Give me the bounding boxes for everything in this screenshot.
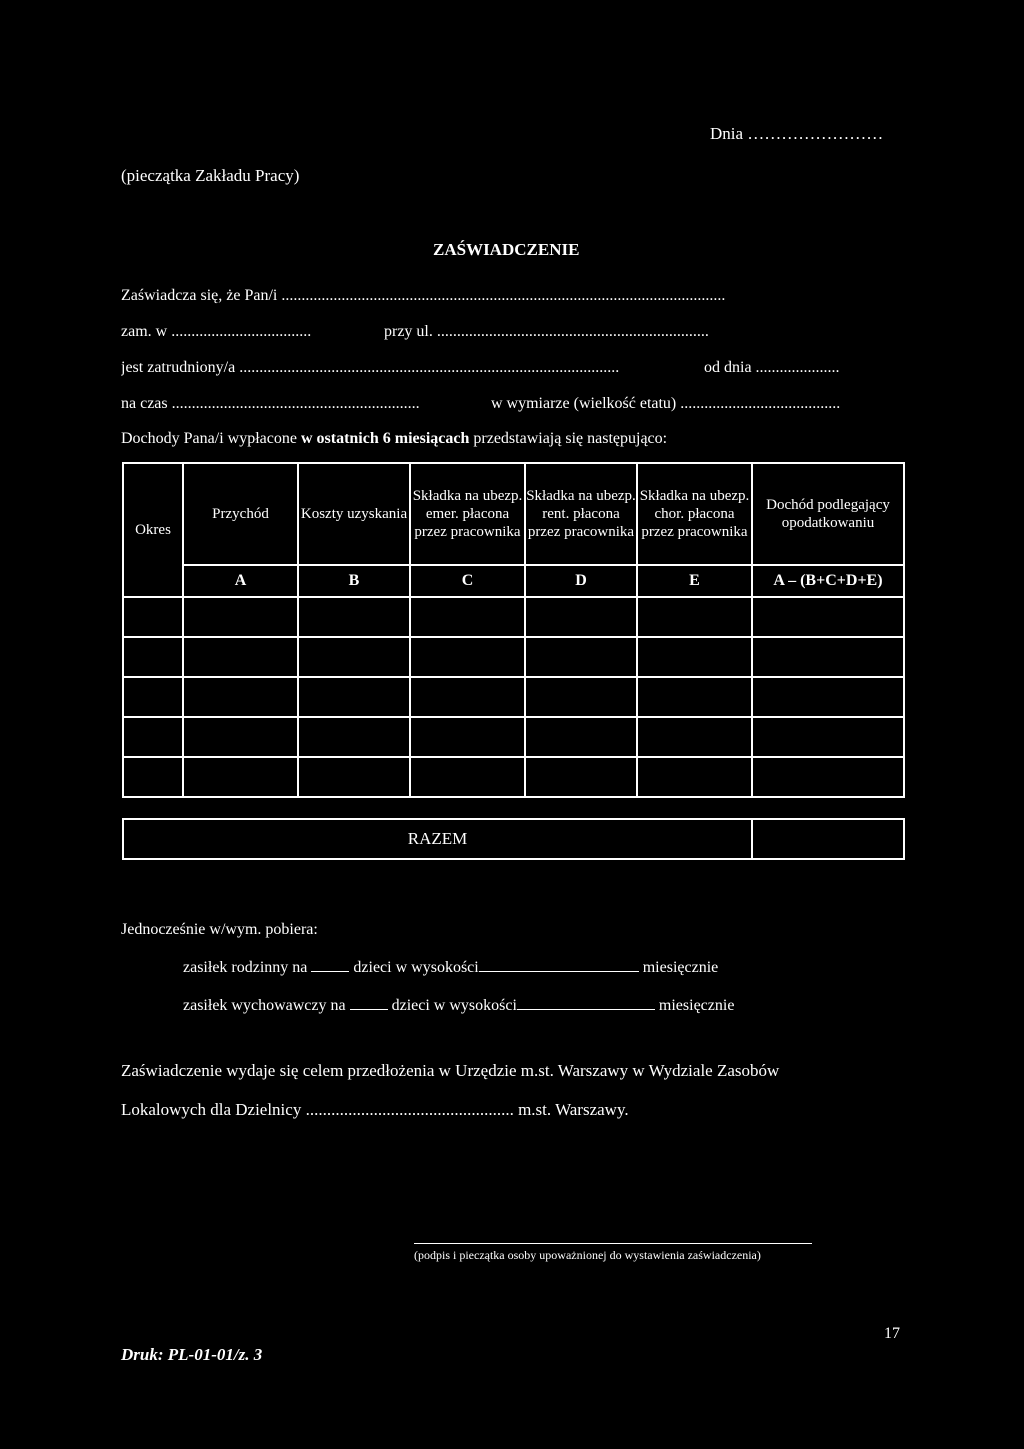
table-cell[interactable] [123,637,183,677]
table-cell[interactable] [525,677,637,717]
contract-period-line: na czas .............................................................. [121,395,420,412]
income-intro-c: przedstawiają się następująco: [473,430,668,447]
letter-c: C [410,565,525,597]
page-number: 17 [884,1325,900,1342]
income-intro [121,430,667,448]
childcare-allowance-label: zasiłek wychowawczy na [183,997,346,1014]
amount-blank[interactable] [517,1008,655,1010]
income-intro-period: w ostatnich 6 miesiącach [300,430,470,447]
purpose-text-2: Lokalowych dla Dzielnicy ................................................. m.st. Warszawy. [121,1100,629,1119]
table-cell[interactable] [410,677,525,717]
table-cell[interactable] [752,637,904,677]
col-header-sickness-contribution: Składka na ubezp. chor. płacona przez pracownika [637,463,752,565]
table-cell[interactable] [637,637,752,677]
table-cell[interactable] [525,597,637,637]
children-count-blank[interactable] [350,1008,388,1010]
table-cell[interactable] [123,757,183,797]
table-cell[interactable] [298,637,410,677]
table-cell[interactable] [752,757,904,797]
table-row [123,757,904,797]
employment-line: jest zatrudniony/a ............................................................................................... [121,359,620,376]
signature-caption: (podpis i pieczątka osoby upoważnionej do wystawienia zaświadczenia) [414,1248,761,1262]
table-cell[interactable] [298,677,410,717]
childcare-allowance-line [183,997,734,1015]
family-allowance-period: miesięcznie [642,959,719,976]
table-header-row [123,463,904,565]
residence-city-line: zam. w ................................... [121,323,312,340]
table-cell[interactable] [183,757,298,797]
income-table [122,462,905,860]
table-cell[interactable] [183,637,298,677]
table-cell[interactable] [637,717,752,757]
table-letter-row [123,565,904,597]
table-cell[interactable] [637,757,752,797]
family-allowance-label: zasiłek rodzinny na [183,959,308,976]
table-cell[interactable] [410,637,525,677]
table-cell[interactable] [298,597,410,637]
letter-d: D [525,565,637,597]
table-cell[interactable] [410,757,525,797]
table-cell[interactable] [298,757,410,797]
letter-e: E [637,565,752,597]
children-count-blank[interactable] [311,970,349,972]
table-cell[interactable] [410,597,525,637]
table-row [123,797,904,819]
table-cell[interactable] [637,677,752,717]
letter-b: B [298,565,410,597]
date-field: Dnia …………………… [710,124,884,143]
company-stamp-label: (pieczątka Zakładu Pracy) [121,166,300,185]
table-cell[interactable] [123,597,183,637]
col-header-income: Przychód [183,463,298,565]
childcare-allowance-amount-label: dzieci w wysokości [391,997,517,1014]
table-row [123,637,904,677]
family-allowance-line [183,959,718,977]
table-cell[interactable] [123,677,183,717]
total-label: RAZEM [123,819,752,859]
table-cell[interactable] [752,717,904,757]
table-cell[interactable] [298,717,410,757]
table-cell[interactable] [123,717,183,757]
col-header-pension-contribution: Składka na ubezp. emer. płacona przez pracownika [410,463,525,565]
table-row [123,597,904,637]
document-title: ZAŚWIADCZENIE [433,240,580,259]
table-total-row [123,819,904,859]
income-intro-a: Dochody Pana/i wypłacone [121,430,297,447]
table-cell[interactable] [525,717,637,757]
form-code: Druk: PL-01-01/z. 3 [121,1345,263,1364]
childcare-allowance-period: miesięcznie [658,997,735,1014]
amount-blank[interactable] [479,970,639,972]
col-header-taxable-income: Dochód podlegający opodatkowaniu [752,463,904,565]
col-header-period: Okres [123,463,183,597]
street-line: przy ul. .................................................................... [384,323,709,340]
table-cell[interactable] [183,677,298,717]
table-row [123,677,904,717]
purpose-text-1: Zaświadczenie wydaje się celem przedłożenia w Urzędzie m.st. Warszawy w Wydziale Zasobów [121,1061,780,1080]
letter-a: A [183,565,298,597]
table-cell[interactable] [752,677,904,717]
table-cell[interactable] [525,637,637,677]
letter-formula: A – (B+C+D+E) [752,565,904,597]
table-row [123,717,904,757]
start-date-line: od dnia ..................... [704,359,840,376]
table-cell[interactable] [525,757,637,797]
col-header-disability-contribution: Składka na ubezp. rent. płacona przez pracownika [525,463,637,565]
total-value-cell[interactable] [752,819,904,859]
col-header-costs: Koszty uzyskania [298,463,410,565]
benefits-intro: Jednocześnie w/wym. pobiera: [121,921,318,938]
table-gap [123,797,904,819]
work-hours-line: w wymiarze (wielkość etatu) ........................................ [491,395,841,412]
table-cell[interactable] [183,597,298,637]
family-allowance-amount-label: dzieci w wysokości [353,959,479,976]
table-cell[interactable] [752,597,904,637]
employee-name-line: Zaświadcza się, że Pan/i ............................................................................................................... [121,287,726,304]
table-cell[interactable] [183,717,298,757]
table-cell[interactable] [637,597,752,637]
signature-line [414,1243,812,1244]
table-cell[interactable] [410,717,525,757]
